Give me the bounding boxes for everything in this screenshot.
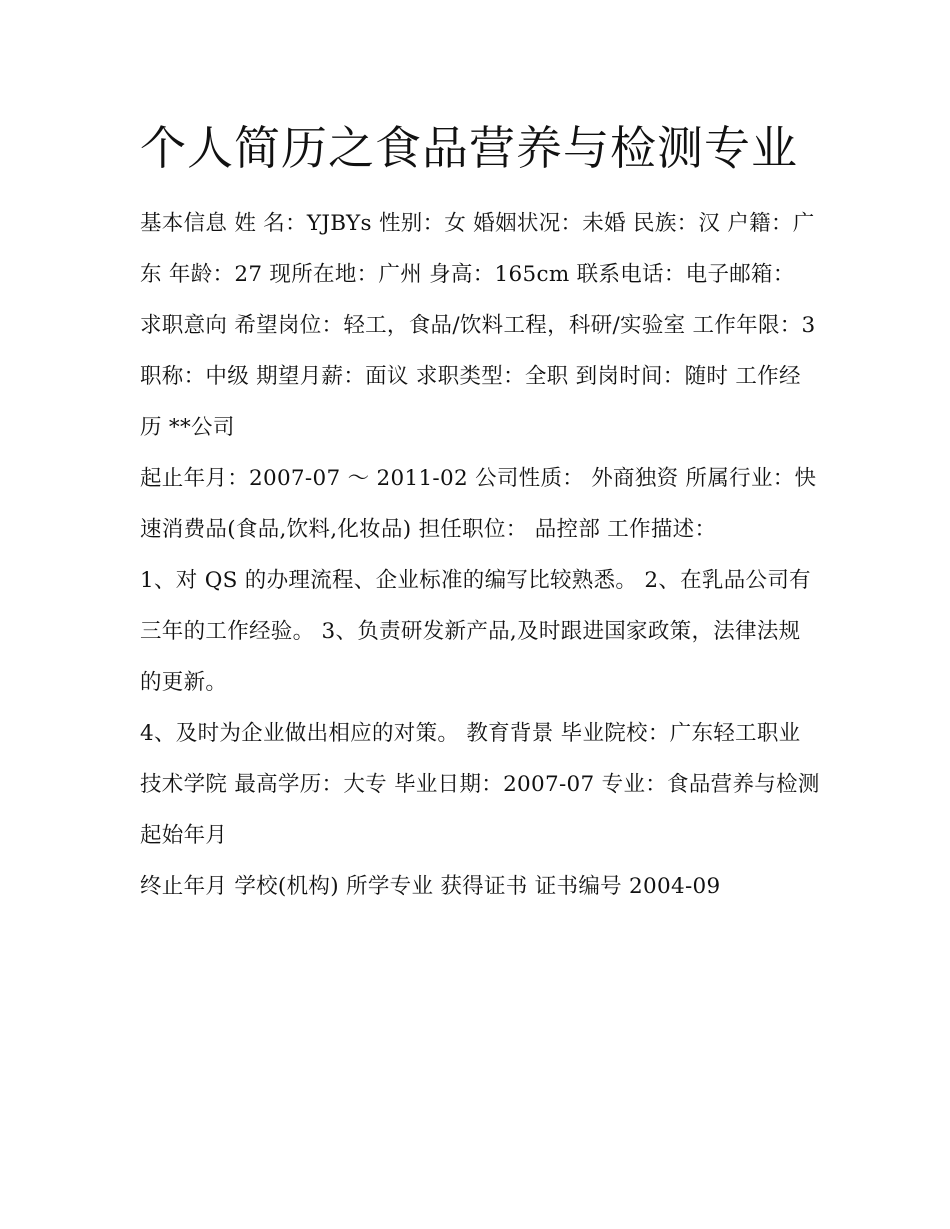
paragraph-work-period: 起止年月：2007-07 ～ 2011-02 公司性质： 外商独资 所属行业：快速消费品(食品,饮料,化妆品) 担任职位： 品控部 工作描述： [140,466,817,542]
document-title: 个人简历之食品营养与检测专业 [140,121,798,175]
paragraph-education-table-header: 终止年月 学校(机构) 所学专业 获得证书 证书编号 2004-09 [140,874,721,899]
paragraph-education: 4、及时为企业做出相应的对策。 教育背景 毕业院校：广东轻工职业技术学院 最高学历：大专 毕业日期：2007-07 专业：食品营养与检测 起始年月 [140,721,820,848]
paragraph-job-intention: 求职意向 希望岗位：轻工，食品/饮料工程，科研/实验室 工作年限：3 职称：中级 期望月薪：面议 求职类型：全职 到岗时间：随时 工作经历 **公司 [140,313,816,440]
document-body [140,112,820,912]
paragraph-basic-info: 基本信息 姓 名：YJBYs 性别：女 婚姻状况：未婚 民族：汉 户籍：广东 年龄：27 现所在地：广州 身高：165cm 联系电话：电子邮箱： [140,211,815,287]
paragraph-work-description: 1、对 QS 的办理流程、企业标准的编写比较熟悉。 2、在乳品公司有三年的工作经验。 3、负责研发新产品,及时跟进国家政策，法律法规的更新。 [140,568,811,695]
